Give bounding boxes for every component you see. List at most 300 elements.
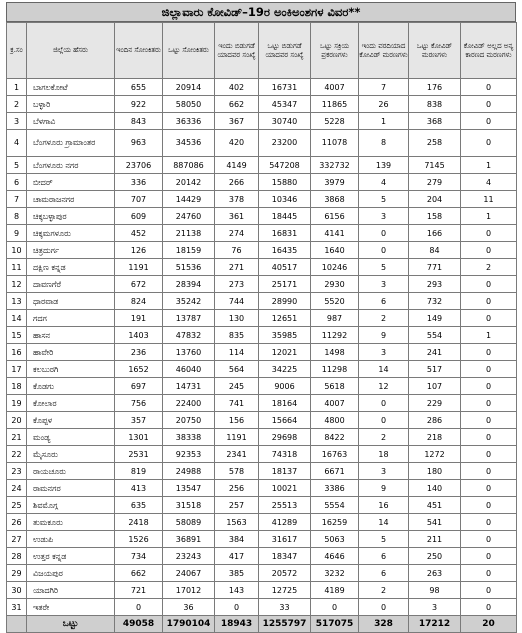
cell-serial: 8	[7, 208, 27, 225]
table-row	[7, 130, 517, 157]
cell-non-covid-deaths: 0	[461, 531, 517, 548]
header-total-cases: ಒಟ್ಟು ಸೋಂಕಿತರು	[163, 23, 215, 79]
cell-today-cases: 1301	[115, 429, 163, 446]
cell-non-covid-deaths: 0	[461, 361, 517, 378]
cell-non-covid-deaths: 0	[461, 344, 517, 361]
cell-non-covid-deaths: 0	[461, 548, 517, 565]
cell-non-covid-deaths: 1	[461, 327, 517, 344]
cell-today-cases: 1403	[115, 327, 163, 344]
cell-district: ಬಳ್ಳಾರಿ	[27, 96, 115, 113]
cell-total-cases: 28394	[163, 276, 215, 293]
cell-serial: 30	[7, 582, 27, 599]
cell-today-discharged: 256	[215, 480, 259, 497]
table-row	[7, 446, 517, 463]
cell-serial: 11	[7, 259, 27, 276]
cell-total-deaths: 158	[409, 208, 461, 225]
cell-total-discharged: 74318	[259, 446, 311, 463]
cell-today-deaths: 1	[359, 113, 409, 130]
cell-today-cases: 1191	[115, 259, 163, 276]
cell-district: ಉಡುಪಿ	[27, 531, 115, 548]
cell-district: ಬೆಂಗಳೂರು ನಗರ	[27, 157, 115, 174]
table-row	[7, 293, 517, 310]
cell-total-cases: 51536	[163, 259, 215, 276]
cell-total-cases: 47832	[163, 327, 215, 344]
cell-active-cases: 4800	[311, 412, 359, 429]
cell-total-deaths: 166	[409, 225, 461, 242]
table-row	[7, 378, 517, 395]
cell-total-deaths: 180	[409, 463, 461, 480]
table-row	[7, 412, 517, 429]
table-row	[7, 310, 517, 327]
cell-today-cases: 662	[115, 565, 163, 582]
cell-total-discharged: 23200	[259, 130, 311, 157]
cell-today-discharged: 378	[215, 191, 259, 208]
cell-today-deaths: 0	[359, 225, 409, 242]
cell-today-deaths: 0	[359, 395, 409, 412]
cell-non-covid-deaths: 0	[461, 429, 517, 446]
cell-total-cases: 36891	[163, 531, 215, 548]
cell-total-cases: 46040	[163, 361, 215, 378]
cell-total-deaths: 1272	[409, 446, 461, 463]
cell-total-deaths: 258	[409, 130, 461, 157]
cell-total-deaths: 263	[409, 565, 461, 582]
table-row	[7, 96, 517, 113]
cell-active-cases: 4646	[311, 548, 359, 565]
cell-total-discharged: 45347	[259, 96, 311, 113]
header-active-cases: ಒಟ್ಟು ಸಕ್ರಿಯ ಪ್ರಕರಣಗಳು	[311, 23, 359, 79]
cell-total-cases: 13760	[163, 344, 215, 361]
cell-serial: 12	[7, 276, 27, 293]
total-total-cases: 1790104	[163, 616, 215, 633]
cell-total-deaths: 368	[409, 113, 461, 130]
cell-today-cases: 824	[115, 293, 163, 310]
cell-today-cases: 707	[115, 191, 163, 208]
cell-active-cases: 987	[311, 310, 359, 327]
cell-total-cases: 17012	[163, 582, 215, 599]
cell-today-deaths: 5	[359, 191, 409, 208]
cell-district: ತುಮಕೂರು	[27, 514, 115, 531]
cell-total-discharged: 30740	[259, 113, 311, 130]
cell-active-cases: 10246	[311, 259, 359, 276]
cell-total-deaths: 98	[409, 582, 461, 599]
cell-serial: 29	[7, 565, 27, 582]
cell-total-discharged: 12651	[259, 310, 311, 327]
report-container	[6, 2, 516, 633]
cell-today-discharged: 76	[215, 242, 259, 259]
cell-today-discharged: 0	[215, 599, 259, 616]
cell-today-deaths: 26	[359, 96, 409, 113]
total-today-discharged: 18943	[215, 616, 259, 633]
cell-serial: 14	[7, 310, 27, 327]
cell-today-cases: 672	[115, 276, 163, 293]
cell-active-cases: 5618	[311, 378, 359, 395]
cell-active-cases: 5520	[311, 293, 359, 310]
cell-serial: 3	[7, 113, 27, 130]
cell-total-discharged: 9006	[259, 378, 311, 395]
cell-total-deaths: 218	[409, 429, 461, 446]
cell-today-cases: 336	[115, 174, 163, 191]
cell-active-cases: 11078	[311, 130, 359, 157]
cell-today-deaths: 3	[359, 344, 409, 361]
table-row	[7, 276, 517, 293]
cell-serial: 1	[7, 79, 27, 96]
cell-active-cases: 0	[311, 599, 359, 616]
cell-total-discharged: 41289	[259, 514, 311, 531]
cell-today-cases: 843	[115, 113, 163, 130]
cell-today-deaths: 5	[359, 531, 409, 548]
table-row	[7, 429, 517, 446]
cell-today-discharged: 266	[215, 174, 259, 191]
cell-today-discharged: 835	[215, 327, 259, 344]
cell-total-cases: 38338	[163, 429, 215, 446]
cell-today-discharged: 420	[215, 130, 259, 157]
cell-today-cases: 0	[115, 599, 163, 616]
cell-today-deaths: 3	[359, 463, 409, 480]
cell-district: ಉತ್ತರ ಕನ್ನಡ	[27, 548, 115, 565]
table-row	[7, 548, 517, 565]
cell-today-discharged: 417	[215, 548, 259, 565]
cell-total-cases: 887086	[163, 157, 215, 174]
cell-today-discharged: 384	[215, 531, 259, 548]
cell-total-discharged: 18347	[259, 548, 311, 565]
cell-total-deaths: 149	[409, 310, 461, 327]
cell-serial: 4	[7, 130, 27, 157]
cell-district: ಚಾಮರಾಜನಗರ	[27, 191, 115, 208]
header-serial: ಕ್ರ.ಸಂ	[7, 23, 27, 79]
cell-district: ಹಾಸನ	[27, 327, 115, 344]
cell-total-cases: 14731	[163, 378, 215, 395]
table-row	[7, 463, 517, 480]
header-district: ಜಿಲ್ಲೆಯ ಹೆಸರು	[27, 23, 115, 79]
cell-serial: 18	[7, 378, 27, 395]
cell-serial: 2	[7, 96, 27, 113]
cell-total-cases: 20750	[163, 412, 215, 429]
cell-active-cases: 1640	[311, 242, 359, 259]
cell-today-discharged: 402	[215, 79, 259, 96]
cell-district: ರಾಮನಗರ	[27, 480, 115, 497]
cell-non-covid-deaths: 0	[461, 310, 517, 327]
cell-non-covid-deaths: 4	[461, 174, 517, 191]
cell-total-discharged: 20572	[259, 565, 311, 582]
cell-active-cases: 3386	[311, 480, 359, 497]
cell-active-cases: 5063	[311, 531, 359, 548]
cell-district: ಯಾದಗಿರಿ	[27, 582, 115, 599]
cell-district: ಚಿಕ್ಕಮಗಳೂರು	[27, 225, 115, 242]
cell-today-cases: 126	[115, 242, 163, 259]
cell-total-deaths: 838	[409, 96, 461, 113]
cell-today-cases: 756	[115, 395, 163, 412]
cell-total-discharged: 10021	[259, 480, 311, 497]
cell-today-cases: 23706	[115, 157, 163, 174]
cell-non-covid-deaths: 1	[461, 208, 517, 225]
cell-today-deaths: 12	[359, 378, 409, 395]
cell-total-deaths: 140	[409, 480, 461, 497]
cell-today-deaths: 3	[359, 276, 409, 293]
cell-total-cases: 58089	[163, 514, 215, 531]
cell-serial: 23	[7, 463, 27, 480]
table-row	[7, 259, 517, 276]
cell-total-deaths: 554	[409, 327, 461, 344]
table-row	[7, 599, 517, 616]
cell-today-deaths: 9	[359, 480, 409, 497]
cell-district: ಕಲಬುರಗಿ	[27, 361, 115, 378]
cell-today-discharged: 143	[215, 582, 259, 599]
cell-total-discharged: 10346	[259, 191, 311, 208]
cell-today-cases: 963	[115, 130, 163, 157]
cell-total-deaths: 541	[409, 514, 461, 531]
cell-today-cases: 452	[115, 225, 163, 242]
cell-district: ವಿಜಯಪುರ	[27, 565, 115, 582]
cell-total-discharged: 35985	[259, 327, 311, 344]
cell-total-discharged: 547208	[259, 157, 311, 174]
cell-today-cases: 655	[115, 79, 163, 96]
cell-today-deaths: 2	[359, 310, 409, 327]
cell-serial: 17	[7, 361, 27, 378]
cell-total-discharged: 12725	[259, 582, 311, 599]
cell-serial: 16	[7, 344, 27, 361]
cell-district: ರಾಯಚೂರು	[27, 463, 115, 480]
cell-total-cases: 22400	[163, 395, 215, 412]
table-row	[7, 395, 517, 412]
cell-total-discharged: 15664	[259, 412, 311, 429]
cell-total-cases: 24067	[163, 565, 215, 582]
cell-total-cases: 58050	[163, 96, 215, 113]
cell-today-deaths: 3	[359, 208, 409, 225]
cell-today-deaths: 2	[359, 582, 409, 599]
cell-serial: 26	[7, 514, 27, 531]
cell-today-cases: 413	[115, 480, 163, 497]
cell-total-cases: 35242	[163, 293, 215, 310]
report-title: ಜಿಲ್ಲಾವಾರು ಕೋವಿಡ್–19ರ ಅಂಕಿಅಂಶಗಳ ವಿವರ**	[6, 2, 516, 22]
cell-total-deaths: 3	[409, 599, 461, 616]
cell-total-discharged: 29698	[259, 429, 311, 446]
cell-total-discharged: 16831	[259, 225, 311, 242]
cell-non-covid-deaths: 0	[461, 395, 517, 412]
cell-today-discharged: 564	[215, 361, 259, 378]
cell-non-covid-deaths: 0	[461, 225, 517, 242]
cell-today-deaths: 7	[359, 79, 409, 96]
table-row	[7, 174, 517, 191]
cell-total-discharged: 34225	[259, 361, 311, 378]
total-active-cases: 517075	[311, 616, 359, 633]
cell-active-cases: 16259	[311, 514, 359, 531]
cell-serial: 13	[7, 293, 27, 310]
cell-today-discharged: 385	[215, 565, 259, 582]
cell-total-cases: 24760	[163, 208, 215, 225]
cell-today-deaths: 16	[359, 497, 409, 514]
cell-today-deaths: 4	[359, 174, 409, 191]
cell-today-deaths: 139	[359, 157, 409, 174]
cell-active-cases: 6156	[311, 208, 359, 225]
cell-today-deaths: 6	[359, 293, 409, 310]
cell-today-cases: 191	[115, 310, 163, 327]
cell-total-cases: 14429	[163, 191, 215, 208]
cell-total-cases: 36	[163, 599, 215, 616]
header-row	[7, 23, 517, 79]
cell-today-cases: 236	[115, 344, 163, 361]
cell-total-cases: 34536	[163, 130, 215, 157]
cell-today-deaths: 0	[359, 412, 409, 429]
cell-total-deaths: 732	[409, 293, 461, 310]
cell-today-discharged: 114	[215, 344, 259, 361]
table-row	[7, 191, 517, 208]
cell-today-deaths: 18	[359, 446, 409, 463]
cell-today-discharged: 156	[215, 412, 259, 429]
cell-non-covid-deaths: 0	[461, 514, 517, 531]
cell-active-cases: 6671	[311, 463, 359, 480]
cell-district: ಧಾರವಾಡ	[27, 293, 115, 310]
cell-serial: 6	[7, 174, 27, 191]
cell-district: ಕೊಡಗು	[27, 378, 115, 395]
cell-non-covid-deaths: 0	[461, 113, 517, 130]
cell-today-discharged: 662	[215, 96, 259, 113]
cell-serial: 10	[7, 242, 27, 259]
cell-serial: 19	[7, 395, 27, 412]
cell-today-discharged: 1191	[215, 429, 259, 446]
cell-today-cases: 609	[115, 208, 163, 225]
cell-total-deaths: 204	[409, 191, 461, 208]
cell-serial: 27	[7, 531, 27, 548]
cell-today-cases: 635	[115, 497, 163, 514]
cell-total-cases: 13787	[163, 310, 215, 327]
cell-today-deaths: 9	[359, 327, 409, 344]
table-row	[7, 157, 517, 174]
total-total-discharged: 1255797	[259, 616, 311, 633]
table-row	[7, 79, 517, 96]
header-today-discharged: ಇಂದು ಬಿಡುಗಡೆ ಯಾದವರ ಸಂಖ್ಯೆ	[215, 23, 259, 79]
cell-total-deaths: 7145	[409, 157, 461, 174]
district-stats-table	[6, 22, 517, 633]
cell-total-deaths: 250	[409, 548, 461, 565]
cell-serial: 9	[7, 225, 27, 242]
cell-serial: 22	[7, 446, 27, 463]
cell-today-discharged: 367	[215, 113, 259, 130]
cell-non-covid-deaths: 0	[461, 293, 517, 310]
cell-district: ಕೋಲಾರ	[27, 395, 115, 412]
cell-today-deaths: 8	[359, 130, 409, 157]
cell-total-deaths: 107	[409, 378, 461, 395]
header-total-deaths: ಒಟ್ಟು ಕೋವಿಡ್ ಮರಣಗಳು	[409, 23, 461, 79]
cell-today-discharged: 741	[215, 395, 259, 412]
cell-today-discharged: 1563	[215, 514, 259, 531]
cell-today-discharged: 257	[215, 497, 259, 514]
table-body	[7, 79, 517, 633]
cell-today-discharged: 130	[215, 310, 259, 327]
header-non-covid-deaths: ಕೋವಿಡ್ ಅಲ್ಲದ ಅನ್ಯ ಕಾರಣದ ಮರಣಗಳು	[461, 23, 517, 79]
cell-total-discharged: 31617	[259, 531, 311, 548]
cell-total-cases: 20914	[163, 79, 215, 96]
cell-district: ಬೆಂಗಳೂರು ಗ್ರಾಮಾಂತರ	[27, 130, 115, 157]
cell-active-cases: 332732	[311, 157, 359, 174]
cell-today-discharged: 271	[215, 259, 259, 276]
cell-district: ಗದಗ	[27, 310, 115, 327]
cell-non-covid-deaths: 0	[461, 599, 517, 616]
cell-active-cases: 16763	[311, 446, 359, 463]
cell-today-deaths: 14	[359, 361, 409, 378]
cell-active-cases: 5228	[311, 113, 359, 130]
cell-active-cases: 4007	[311, 79, 359, 96]
cell-active-cases: 8422	[311, 429, 359, 446]
table-row	[7, 208, 517, 225]
cell-serial: 15	[7, 327, 27, 344]
cell-total-discharged: 40517	[259, 259, 311, 276]
total-row	[7, 616, 517, 633]
cell-total-cases: 36336	[163, 113, 215, 130]
cell-total-deaths: 211	[409, 531, 461, 548]
cell-non-covid-deaths: 2	[461, 259, 517, 276]
table-row	[7, 113, 517, 130]
cell-district: ದಾವಣಗೆರೆ	[27, 276, 115, 293]
cell-total-discharged: 18164	[259, 395, 311, 412]
cell-active-cases: 2930	[311, 276, 359, 293]
cell-non-covid-deaths: 0	[461, 276, 517, 293]
cell-non-covid-deaths: 1	[461, 157, 517, 174]
cell-non-covid-deaths: 0	[461, 130, 517, 157]
table-row	[7, 582, 517, 599]
total-serial	[7, 616, 27, 633]
table-row	[7, 480, 517, 497]
header-today-deaths: ಇಂದು ವರದಿಯಾದ ಕೋವಿಡ್ ಮರಣಗಳು	[359, 23, 409, 79]
cell-active-cases: 4007	[311, 395, 359, 412]
cell-total-deaths: 293	[409, 276, 461, 293]
cell-total-deaths: 771	[409, 259, 461, 276]
cell-active-cases: 3232	[311, 565, 359, 582]
cell-district: ಬೀದರ್	[27, 174, 115, 191]
cell-active-cases: 11298	[311, 361, 359, 378]
cell-today-cases: 697	[115, 378, 163, 395]
cell-non-covid-deaths: 0	[461, 497, 517, 514]
table-row	[7, 497, 517, 514]
cell-total-discharged: 18137	[259, 463, 311, 480]
table-row	[7, 344, 517, 361]
cell-non-covid-deaths: 0	[461, 96, 517, 113]
cell-district: ಮಂಡ್ಯ	[27, 429, 115, 446]
cell-total-discharged: 28990	[259, 293, 311, 310]
cell-today-cases: 922	[115, 96, 163, 113]
cell-active-cases: 11865	[311, 96, 359, 113]
cell-non-covid-deaths: 0	[461, 412, 517, 429]
cell-total-discharged: 16731	[259, 79, 311, 96]
cell-total-discharged: 18445	[259, 208, 311, 225]
total-district: ಒಟ್ಟು	[27, 616, 115, 633]
cell-today-discharged: 245	[215, 378, 259, 395]
table-row	[7, 361, 517, 378]
cell-today-cases: 1526	[115, 531, 163, 548]
cell-non-covid-deaths: 0	[461, 582, 517, 599]
total-today-cases: 49058	[115, 616, 163, 633]
cell-today-discharged: 274	[215, 225, 259, 242]
cell-total-discharged: 33	[259, 599, 311, 616]
cell-total-cases: 24988	[163, 463, 215, 480]
table-row	[7, 225, 517, 242]
cell-today-deaths: 6	[359, 548, 409, 565]
cell-active-cases: 11292	[311, 327, 359, 344]
cell-non-covid-deaths: 0	[461, 446, 517, 463]
cell-today-discharged: 273	[215, 276, 259, 293]
cell-total-deaths: 451	[409, 497, 461, 514]
header-total-discharged: ಒಟ್ಟು ಬಿಡುಗಡೆ ಯಾದವರ ಸಂಖ್ಯೆ	[259, 23, 311, 79]
cell-today-cases: 2418	[115, 514, 163, 531]
cell-today-cases: 819	[115, 463, 163, 480]
cell-active-cases: 4141	[311, 225, 359, 242]
total-non-covid-deaths: 20	[461, 616, 517, 633]
cell-total-cases: 13547	[163, 480, 215, 497]
cell-active-cases: 5554	[311, 497, 359, 514]
cell-today-cases: 734	[115, 548, 163, 565]
cell-district: ಮೈಸೂರು	[27, 446, 115, 463]
cell-district: ಶಿವಮೊಗ್ಗ	[27, 497, 115, 514]
cell-today-discharged: 578	[215, 463, 259, 480]
